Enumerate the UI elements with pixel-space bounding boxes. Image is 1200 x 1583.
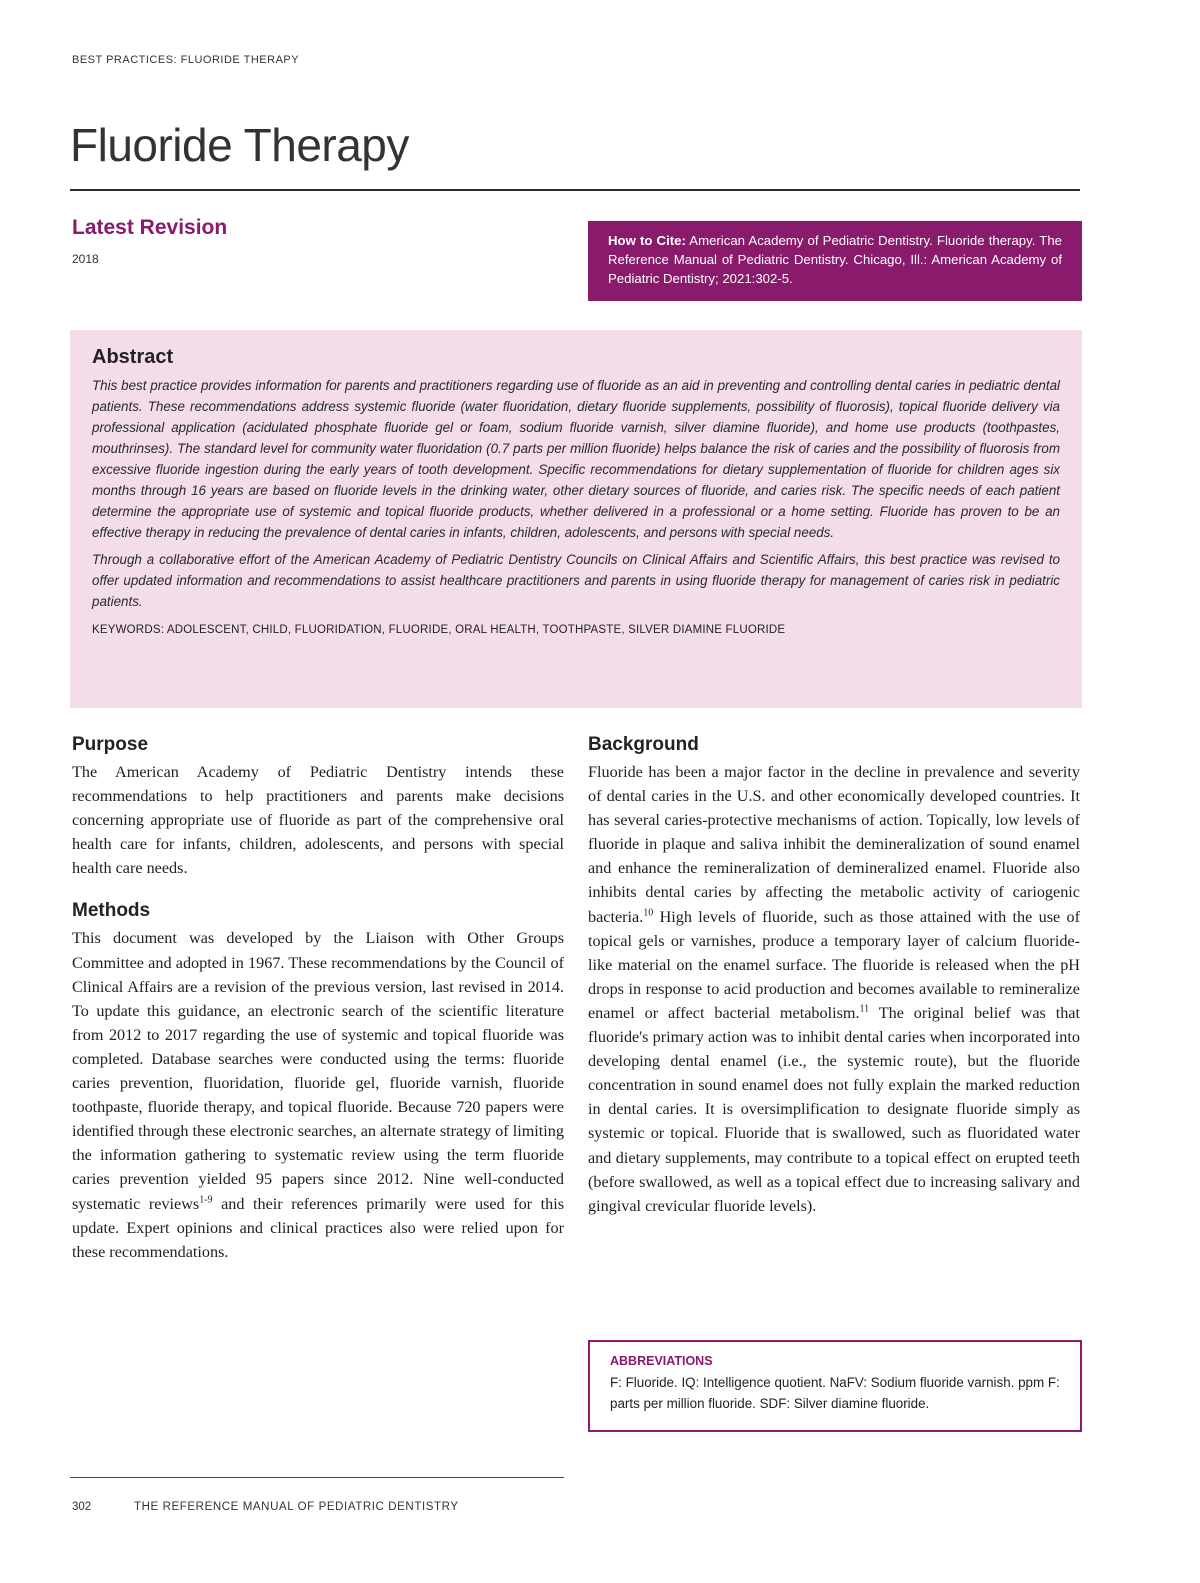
methods-text-part1: This document was developed by the Liaison with Other Groups Committee and adopted in 1967. These recommendations by the Council of Clinical Affairs are a revision of the previous version, last revised in 2014. To update this guidance, an electronic search of the scientific literature from 2012 to 2017 regarding the use of systemic and topical fluoride was completed. Database searches were conducted using the terms: fluoride caries prevention, fluoridation, fluoride gel, fluoride varnish, fluoride toothpaste, fluoride therapy, and topical fluoride. Because 720 papers were identified through these electronic searches, an alternate strategy of limiting the information gathering to systematic review using the term fluoride caries prevention yielded 95 papers since 2012. Nine well-conducted systematic reviews [72, 929, 564, 1213]
citation-label: How to Cite: [608, 233, 686, 248]
background-reference-2: 11 [859, 1003, 870, 1015]
footer-divider [70, 1477, 564, 1478]
running-head: BEST PRACTICES: FLUORIDE THERAPY [72, 54, 300, 66]
background-text-part2: High levels of fluoride, such as those attained with the use of topical gels or varnishes, produce a temporary layer of calcium fluoride-like material on the enamel surface. The fluoride is released when the pH drops in response to acid production and becomes available to remineralize enamel or affect bacterial metabolism. [588, 907, 1080, 1022]
purpose-text: The American Academy of Pediatric Dentistry intends these recommendations to help practitioners and parents make decisions concerning appropriate use of fluoride as part of the comprehensive oral health care for infants, children, adolescents, and persons with special health care needs. [72, 763, 564, 878]
background-text-part3: The original belief was that fluoride's primary action was to inhibit dental caries when incorporated into developing dental enamel (i.e., the systemic route), but the fluoride concentration in sound enamel does not fully explain the marked reduction in dental caries. It is oversimplification to designate fluoride simply as systemic or topical. Fluoride that is swallowed, such as fluoridated water and dietary supplements, may contribute to a topical effect on erupted teeth (before swallowed, as well as a topical effect due to increasing salivary and gingival crevicular fluoride levels). [588, 1003, 1080, 1215]
abstract-box [70, 330, 1082, 708]
revision-year: 2018 [72, 252, 99, 266]
background-text-part1: Fluoride has been a major factor in the decline in prevalence and severity of dental caries in the U.S. and other economically developed countries. It has several caries-protective mechanisms of action. Topically, low levels of fluoride in plaque and saliva inhibit the demineralization of sound enamel and enhance the remineralization of demineralized enamel. Fluoride also inhibits dental caries by affecting the metabolic activity of cariogenic bacteria. [588, 763, 1080, 926]
revision-heading: Latest Revision [72, 216, 228, 239]
abstract-paragraph-2: Through a collaborative effort of the American Academy of Pediatric Dentistry Councils on Clinical Affairs and Scientific Affairs, this best practice was revised to offer updated information and recommendations to assist healthcare practitioners and parents in using fluoride therapy for management of caries risk in pediatric patients. [92, 552, 1060, 609]
background-reference-1: 10 [643, 907, 654, 919]
abstract-heading: Abstract [92, 346, 174, 368]
background-text [588, 760, 1080, 1218]
keywords: KEYWORDS: ADOLESCENT, CHILD, FLUORIDATION, FLUORIDE, ORAL HEALTH, TOOTHPASTE, SILVER DIAMINE FLUORIDE [92, 624, 786, 636]
abbreviations-heading: ABBREVIATIONS [610, 1354, 713, 1368]
abbreviations-text: F: Fluoride. IQ: Intelligence quotient. NaFV: Sodium fluoride varnish. ppm F: parts per million fluoride. SDF: Silver diamine fluoride. [610, 1375, 1060, 1411]
page-number: 302 [72, 1501, 92, 1513]
methods-text [72, 926, 564, 1263]
right-column [588, 734, 1080, 1218]
title-divider [70, 189, 1080, 191]
journal-name: THE REFERENCE MANUAL OF PEDIATRIC DENTISTRY [134, 1501, 459, 1513]
methods-reference: 1-9 [199, 1194, 213, 1206]
page-title: Fluoride Therapy [70, 119, 409, 171]
methods-heading: Methods [72, 900, 151, 922]
citation-box [588, 221, 1082, 301]
abbreviations-box [588, 1340, 1082, 1432]
methods-text-part2: and their references primarily were used for this update. Expert opinions and clinical practices also were relied upon for these recommendations. [72, 1194, 565, 1261]
purpose-heading: Purpose [72, 734, 149, 755]
left-column [72, 734, 564, 1264]
background-heading: Background [588, 734, 699, 755]
abstract-paragraph-1: This best practice provides information for parents and practitioners regarding use of fluoride as an aid in preventing and controlling dental caries in pediatric dental patients. These recommendations address systemic fluoride (water fluoridation, dietary fluoride supplements, possibility of fluorosis), topical fluoride delivery via professional application (acidulated phosphate fluoride gel or foam, sodium fluoride varnish, silver diamine fluoride), and home use products (toothpastes, mouthrinses). The standard level for community water fluoridation (0.7 parts per million fluoride) helps balance the risk of caries and the possibility of fluorosis from excessive fluoride ingestion during the early years of tooth development. Specific recommendations for dietary supplementation of fluoride for children ages six months through 16 years are based on fluoride levels in the drinking water, other dietary sources of fluoride, and caries risk. The specific needs of each patient determine the appropriate use of systemic and topical fluoride products, whether delivered in a professional or a home setting. Fluoride has proven to be an effective therapy in reducing the prevalence of dental caries in infants, children, adolescents, and persons with special needs. [92, 378, 1060, 540]
citation-text: American Academy of Pediatric Dentistry. Fluoride therapy. The Reference Manual of Pediatric Dentistry. Chicago, Ill.: American Academy of Pediatric Dentistry; 2021:302-5. [608, 233, 1063, 286]
